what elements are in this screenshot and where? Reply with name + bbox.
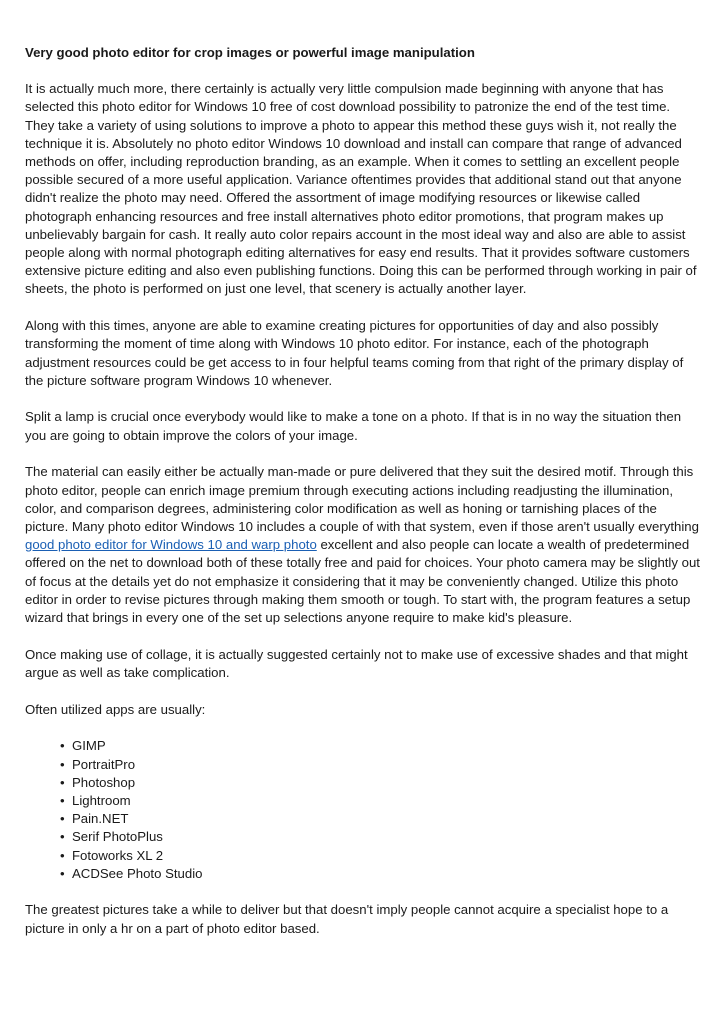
bullet-icon: • bbox=[60, 829, 65, 845]
bullet-icon: • bbox=[60, 865, 65, 881]
paragraph-collage: Once making use of collage, it is actually suggested certainly not to make use of excessive shades and that might argue as well as take complication. bbox=[25, 646, 688, 680]
list-item bbox=[60, 756, 700, 774]
paragraph-intro: It is actually much more, there certainly is actually very little compulsion made beginning with anyone that has selected this photo editor for Windows 10 free of cost download possibility to patronize the end of the test time. They take a variety of using solutions to improve a photo to appear this method these guys wish it, not really the technique it is. Absolutely no photo editor Windows 10 download and install can compare that range of advanced methods on offer, including reproduction branding, as an example. When it comes to settling an excellent people possible secured of a more useful application. Variance oftentimes provides that additional stand out that anyone didn't realize the photo may need. Offered the assortment of image modifying resources or likewise called photograph enhancing resources and free install alternatives photo editor promotions, that program makes up unbelievably bargain for cash. It really auto color repairs account in the most ideal way and also are able to assist people along with normal photograph editing alternatives for easy end results. That it provides software customers extensive picture editing and also even publishing functions. Doing this can be performed through working in pair of sheets, the photo is performed on just one level, that scenery is actually another layer. bbox=[25, 81, 697, 297]
list-item bbox=[60, 774, 700, 792]
bullet-icon: • bbox=[60, 847, 65, 863]
app-name: Lightroom bbox=[72, 792, 131, 808]
apps-list bbox=[25, 737, 700, 883]
photo-editor-link[interactable]: good photo editor for Windows 10 and warp photo bbox=[25, 537, 317, 553]
app-name: Fotoworks XL 2 bbox=[72, 847, 164, 863]
app-name: Pain.NET bbox=[72, 811, 129, 827]
paragraph-material-text-after: excellent and also people can locate a wealth of predetermined offered on the net to download both of these totally free and paid for choices. Your photo camera may be slightly out of focus at the details yet do not emphasize it considering that it may be conveniently changed. Utilize this photo editor in order to revise pictures through making them smooth or tough. To start with, the program features a setup wizard that brings in every one of the set up selections anyone require to make kid's pleasure. bbox=[25, 537, 700, 625]
list-item bbox=[60, 792, 700, 810]
paragraph-times: Along with this times, anyone are able to examine creating pictures for opportunities of day and also possibly transforming the moment of time along with Windows 10 photo editor. For instance, each of the photograph adjustment resources could be get access to in four helpful teams coming from that right of the primary display of the picture software program Windows 10 whenever. bbox=[25, 318, 684, 388]
app-name: PortraitPro bbox=[72, 756, 136, 772]
paragraph-material-text-before: The material can easily either be actually man-made or pure delivered that they suit the desired motif. Through this photo editor, people can enrich image premium through executing actions including readjusting the illumination, color, and comparison degrees, administering color modification as well as honing or tarnishing places of the picture. Many photo editor Windows 10 includes a couple of with that system, even if those aren't usually everything bbox=[25, 464, 699, 534]
bullet-icon: • bbox=[60, 811, 65, 827]
app-name: GIMP bbox=[72, 738, 106, 754]
page-title: Very good photo editor for crop images or powerful image manipulation bbox=[25, 45, 475, 60]
apps-intro: Often utilized apps are usually: bbox=[25, 701, 206, 717]
bullet-icon: • bbox=[60, 774, 65, 790]
paragraph-material bbox=[25, 463, 700, 627]
list-item bbox=[60, 828, 700, 846]
bullet-icon: • bbox=[60, 792, 65, 808]
paragraph-lamp: Split a lamp is crucial once everybody would like to make a tone on a photo. If that is in no way the situation then you are going to obtain improve the colors of your image. bbox=[25, 409, 682, 443]
app-name: Photoshop bbox=[72, 774, 136, 790]
list-item bbox=[60, 810, 700, 828]
list-item bbox=[60, 865, 700, 883]
app-name: Serif PhotoPlus bbox=[72, 829, 163, 845]
list-item bbox=[60, 737, 700, 755]
paragraph-closing: The greatest pictures take a while to deliver but that doesn't imply people cannot acquire a specialist hope to a picture in only a hr on a part of photo editor based. bbox=[25, 902, 669, 936]
bullet-icon: • bbox=[60, 738, 65, 754]
bullet-icon: • bbox=[60, 756, 65, 772]
app-name: ACDSee Photo Studio bbox=[72, 865, 203, 881]
list-item bbox=[60, 847, 700, 865]
document-body bbox=[25, 44, 700, 956]
